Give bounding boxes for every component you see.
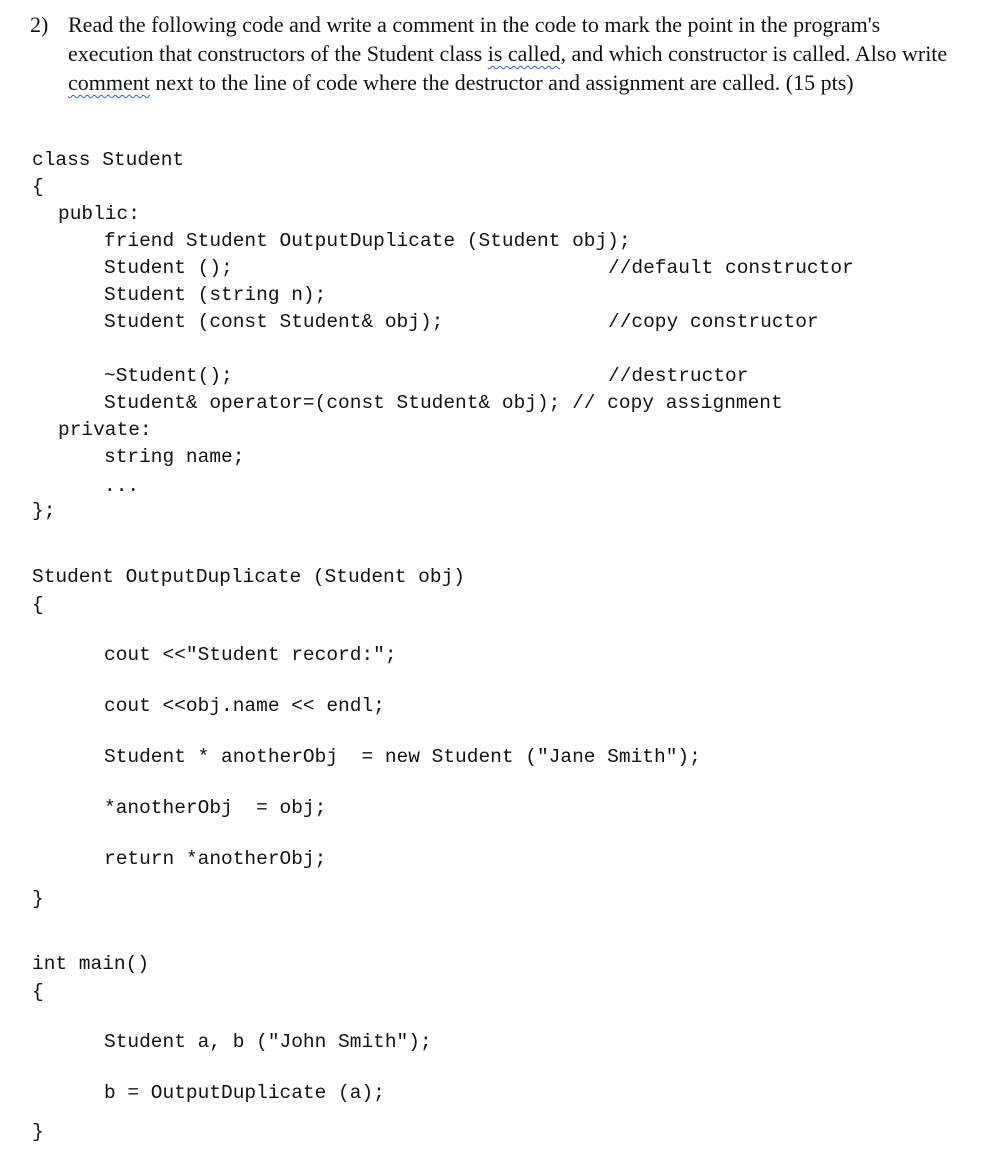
code-comment-default-constructor: //default constructor	[608, 257, 854, 279]
code-line-function-close-brace: }	[32, 888, 44, 910]
code-line-main-signature: int main()	[32, 953, 150, 975]
code-comment-destructor: //destructor	[608, 365, 749, 387]
question-part-3: next to the line of code where the destructor and assignment are called. (15 pts)	[149, 70, 854, 95]
spellcheck-underlined-phrase: is called	[487, 41, 561, 66]
code-line-string-constructor: Student (string n);	[104, 284, 327, 306]
code-line-function-open-brace: {	[32, 594, 44, 616]
code-line-copy-constructor: Student (const Student& obj);	[104, 311, 444, 333]
question-part-2: , and which constructor is called. Also write	[560, 41, 948, 66]
code-line-call-output-duplicate: b = OutputDuplicate (a);	[104, 1082, 385, 1104]
code-line-default-constructor: Student ();	[104, 257, 233, 279]
code-line-function-signature: Student OutputDuplicate (Student obj)	[32, 566, 465, 588]
code-line-declare-students: Student a, b ("John Smith");	[104, 1031, 432, 1053]
code-line-friend-function: friend Student OutputDuplicate (Student obj);	[104, 230, 631, 252]
question-text	[30, 10, 970, 97]
code-line-cout-name: cout <<obj.name << endl;	[104, 695, 385, 717]
code-line-new-student: Student * anotherObj = new Student ("Jane Smith");	[104, 746, 701, 768]
question-part-1: Read the following code and write a comment in the code to mark the point in the program's execution that constructors of the Student class	[68, 12, 881, 66]
code-line-copy-assignment: Student& operator=(const Student& obj); // copy assignment	[104, 392, 783, 414]
question-body	[68, 10, 970, 97]
code-line-return: return *anotherObj;	[104, 848, 327, 870]
code-line-ellipsis: ...	[104, 475, 140, 497]
spellcheck-underlined-word: comment	[68, 70, 150, 95]
code-line-cout-record: cout <<"Student record:";	[104, 644, 397, 666]
code-line-name-member: string name;	[104, 446, 245, 468]
code-line-class-declaration: class Student	[32, 149, 185, 171]
question-number: 2)	[30, 12, 49, 37]
code-line-main-open-brace: {	[32, 981, 44, 1003]
code-line-class-close: };	[32, 500, 56, 522]
code-line-main-close-brace: }	[32, 1121, 44, 1143]
code-line-open-brace: {	[32, 176, 44, 198]
code-line-destructor: ~Student();	[104, 365, 233, 387]
code-comment-copy-constructor: //copy constructor	[608, 311, 819, 333]
code-line-assign-obj: *anotherObj = obj;	[104, 797, 327, 819]
code-line-private: private:	[58, 419, 152, 441]
code-line-public: public:	[58, 203, 140, 225]
